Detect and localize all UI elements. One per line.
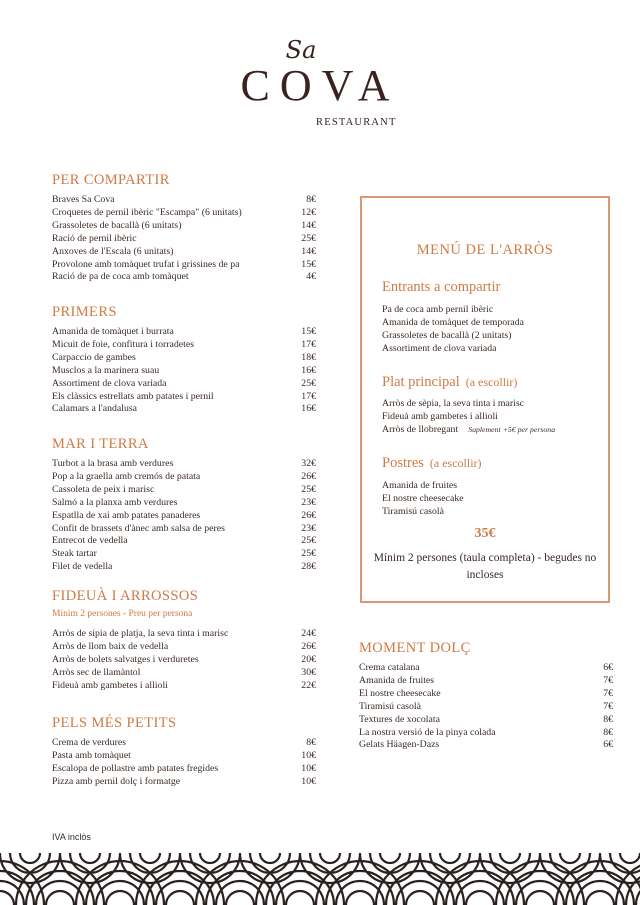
menu-item-price: 15€ xyxy=(301,258,316,270)
menu-item xyxy=(359,662,613,675)
menu-item-name: Micuit de foie, confitura i torradetes xyxy=(52,338,195,350)
menu-item-name: Cassoleta de peix i marisc xyxy=(52,483,155,495)
subsection-option: (a escollir) xyxy=(429,456,482,470)
menu-item-price: 17€ xyxy=(301,390,316,402)
menu-item-price: 28€ xyxy=(301,561,316,573)
rice-menu-postres xyxy=(382,454,482,518)
menu-item xyxy=(52,391,316,404)
section-pels-mes-petits xyxy=(52,714,316,789)
menu-item xyxy=(52,750,316,763)
menu-item-name: Tiramisú casolà xyxy=(359,700,421,712)
menu-item: Amanida de tomàquet de temporada xyxy=(382,317,525,328)
restaurant-logo xyxy=(0,38,640,108)
supplement-note: Suplement +5€ per persona xyxy=(468,425,556,434)
menu-item xyxy=(52,737,316,750)
menu-item xyxy=(52,471,316,484)
rice-menu-minimum: Mínim 2 persones (taula completa) - begudes no incloses xyxy=(373,552,597,581)
menu-item xyxy=(359,739,613,752)
menu-item: Fideuà amb gambetes i allioli xyxy=(382,411,498,422)
menu-item-price: 7€ xyxy=(603,674,613,686)
menu-item-price: 14€ xyxy=(301,245,316,257)
menu-item xyxy=(359,701,613,714)
menu-item-name: Textures de xocolata xyxy=(359,713,440,725)
menu-item-name: Assortiment de clova variada xyxy=(52,377,167,389)
menu-item-name: Turbot a la brasa amb verdures xyxy=(52,458,174,469)
rice-menu-box xyxy=(360,196,610,603)
menu-item-price: 10€ xyxy=(301,775,316,787)
section-title: MOMENT DOLÇ xyxy=(359,640,471,656)
menu-item xyxy=(52,352,316,365)
menu-item xyxy=(359,688,613,701)
menu-item-price: 7€ xyxy=(603,687,613,699)
menu-item-price: 16€ xyxy=(301,403,316,415)
menu-item xyxy=(52,654,316,667)
menu-item: El nostre cheesecake xyxy=(382,493,464,504)
menu-item-name: Amanida de tomàquet i burrata xyxy=(52,326,174,337)
menu-item-name: Espatlla de xai amb patates panaderes xyxy=(52,509,201,521)
menu-item-price: 14€ xyxy=(301,219,316,231)
menu-item-price: 12€ xyxy=(301,206,316,218)
menu-item xyxy=(52,220,316,233)
section-fideua-arrossos xyxy=(52,587,316,693)
menu-item-price: 10€ xyxy=(301,749,316,761)
menu-item xyxy=(52,378,316,391)
menu-item-price: 24€ xyxy=(301,628,316,639)
menu-item-price: 22€ xyxy=(301,679,316,691)
menu-item xyxy=(52,458,316,471)
menu-item-name: Gelats Häagen-Dazs xyxy=(359,739,440,751)
menu-item xyxy=(359,714,613,727)
menu-item-price: 25€ xyxy=(301,483,316,495)
menu-item xyxy=(52,365,316,378)
menu-item xyxy=(52,339,316,352)
menu-item-name: Entrecot de vedella xyxy=(52,535,128,547)
section-primers xyxy=(52,303,316,416)
menu-item xyxy=(52,484,316,497)
rice-menu-price: 35€ xyxy=(474,526,496,541)
section-title: PELS MÉS PETITS xyxy=(52,715,177,731)
menu-item: Grassoletes de bacallà (2 unitats) xyxy=(382,330,512,341)
menu-item-price: 8€ xyxy=(603,726,613,738)
menu-item-name: Crema catalana xyxy=(359,662,420,673)
menu-item xyxy=(52,641,316,654)
menu-item-name: Carpaccio de gambes xyxy=(52,351,136,363)
menu-item: Assortiment de clova variada xyxy=(382,343,497,354)
menu-item: Pa de coca amb pernil ibèric xyxy=(382,304,494,315)
menu-item-price: 26€ xyxy=(301,509,316,521)
menu-item-price: 17€ xyxy=(301,338,316,350)
menu-item-name: Arròs de sípia de platja, la seva tinta i marisc xyxy=(52,628,229,639)
menu-item-name: Grassoletes de bacallà (6 unitats) xyxy=(52,219,182,231)
menu-item-name: Confit de brassets d'ànec amb salsa de peres xyxy=(52,522,225,534)
menu-item-name: Arròs de bolets salvatges i verduretes xyxy=(52,653,199,665)
section-moment-dolc xyxy=(359,639,613,752)
menu-item-price: 7€ xyxy=(603,700,613,712)
menu-item xyxy=(52,667,316,680)
menu-item-name: Ració de pa de coca amb tomàquet xyxy=(52,271,189,283)
menu-item xyxy=(52,680,316,693)
menu-item-name: Fideuà amb gambetes i allioli xyxy=(52,679,168,691)
menu-item-price: 18€ xyxy=(301,351,316,363)
menu-item-name: Pizza amb pernil dolç i formatge xyxy=(52,775,181,787)
menu-item-name: Pasta amb tomàquet xyxy=(52,749,131,761)
menu-item-price: 4€ xyxy=(306,271,316,283)
menu-item xyxy=(52,194,316,207)
menu-item xyxy=(52,561,316,574)
menu-item: Tiramisú casolà xyxy=(382,506,444,517)
menu-item xyxy=(52,403,316,416)
menu-item-name: Provolone amb tomàquet trufat i grissines de pa xyxy=(52,258,240,270)
menu-item-price: 8€ xyxy=(603,713,613,725)
menu-item-name: Musclos a la marinera suau xyxy=(52,364,160,376)
menu-item xyxy=(52,246,316,259)
menu-item-name: Salmó a la planxa amb verdures xyxy=(52,496,178,508)
menu-item-name: Ració de pernil ibèric xyxy=(52,232,137,244)
rice-menu-title: MENÚ DE L'ARRÒS xyxy=(416,242,554,258)
menu-item xyxy=(52,233,316,246)
logo-tagline: RESTAURANT xyxy=(316,117,397,128)
menu-item-name: Amanida de fruites xyxy=(359,674,435,686)
rice-menu-entrants xyxy=(382,278,524,355)
rice-menu-principal xyxy=(382,373,555,436)
subsection-title-text: Plat principal xyxy=(382,374,460,390)
menu-item-price: 15€ xyxy=(301,326,316,337)
menu-item-price: 25€ xyxy=(301,548,316,560)
tax-note: IVA inclòs xyxy=(52,832,91,842)
menu-item xyxy=(52,535,316,548)
logo-name: COVA xyxy=(240,61,400,110)
menu-item xyxy=(52,207,316,220)
section-per-compartir xyxy=(52,171,316,284)
section-title: PER COMPARTIR xyxy=(52,172,170,188)
menu-item-price: 25€ xyxy=(301,232,316,244)
menu-item xyxy=(52,776,316,789)
menu-item-price: 26€ xyxy=(301,640,316,652)
menu-item-name: Pop a la graella amb cremós de patata xyxy=(52,470,201,482)
menu-item-name: El nostre cheesecake xyxy=(359,687,441,699)
menu-item xyxy=(52,628,316,641)
menu-item xyxy=(52,548,316,561)
menu-item-name: Croquetes de pernil ibèric "Escampa" (6 unitats) xyxy=(52,206,242,218)
menu-item-price: 8€ xyxy=(306,737,316,748)
menu-item-price: 25€ xyxy=(301,377,316,389)
menu-item xyxy=(52,523,316,536)
subsection-option: (a escollir) xyxy=(465,375,518,389)
section-note: Mínim 2 persones - Preu per persona xyxy=(52,609,193,619)
menu-item-price: 6€ xyxy=(603,739,613,751)
menu-item-price: 6€ xyxy=(603,662,613,673)
menu-item-name: Els clàssics estrellats amb patates i pernil xyxy=(52,390,214,402)
menu-item-name: Arròs de llom baix de vedella xyxy=(52,640,169,652)
menu-item-price: 10€ xyxy=(301,762,316,774)
menu-item xyxy=(359,727,613,740)
menu-item-name: Arròs de llobregant xyxy=(382,424,459,435)
menu-item-price: 23€ xyxy=(301,496,316,508)
menu-item-price: 32€ xyxy=(301,458,316,469)
menu-item-price: 25€ xyxy=(301,535,316,547)
section-mar-i-terra xyxy=(52,435,316,574)
menu-item: Arròs de sèpia, la seva tinta i marisc xyxy=(382,398,525,409)
menu-item-name: La nostra versió de la pinya colada xyxy=(359,726,496,738)
menu-item xyxy=(382,423,555,436)
menu-item-price: 26€ xyxy=(301,470,316,482)
subsection-title-text: Postres xyxy=(382,455,424,471)
menu-item: Amanida de fruites xyxy=(382,480,458,491)
menu-item-price: 8€ xyxy=(306,194,316,205)
menu-item xyxy=(52,497,316,510)
logo-script: Sa xyxy=(285,36,317,64)
section-title: MAR I TERRA xyxy=(52,436,149,452)
menu-item-price: 16€ xyxy=(301,364,316,376)
menu-item xyxy=(52,259,316,272)
menu-item xyxy=(359,675,613,688)
menu-item-name: Arròs sec de llamàntol xyxy=(52,666,141,678)
menu-item-price: 20€ xyxy=(301,653,316,665)
subsection-title xyxy=(382,454,482,472)
subsection-title xyxy=(382,373,555,391)
menu-item-name: Steak tartar xyxy=(52,548,97,560)
decorative-arch-pattern xyxy=(0,853,640,905)
menu-item-name: Escalopa de pollastre amb patates fregides xyxy=(52,762,219,774)
menu-item-name: Crema de verdures xyxy=(52,737,126,748)
menu-item-price: 30€ xyxy=(301,666,316,678)
menu-item-name: Anxoves de l'Escala (6 unitats) xyxy=(52,245,174,257)
menu-item-name: Calamars a l'andalusa xyxy=(52,403,138,415)
menu-item-name: Filet de vedella xyxy=(52,561,113,573)
menu-item xyxy=(52,763,316,776)
menu-item-price: 23€ xyxy=(301,522,316,534)
section-title: FIDEUÀ I ARROSSOS xyxy=(52,588,199,604)
menu-item-name: Braves Sa Cova xyxy=(52,194,115,205)
menu-item xyxy=(52,510,316,523)
menu-item xyxy=(52,326,316,339)
menu-item xyxy=(52,271,316,284)
section-title: PRIMERS xyxy=(52,304,117,320)
subsection-title: Entrants a compartir xyxy=(382,279,501,295)
